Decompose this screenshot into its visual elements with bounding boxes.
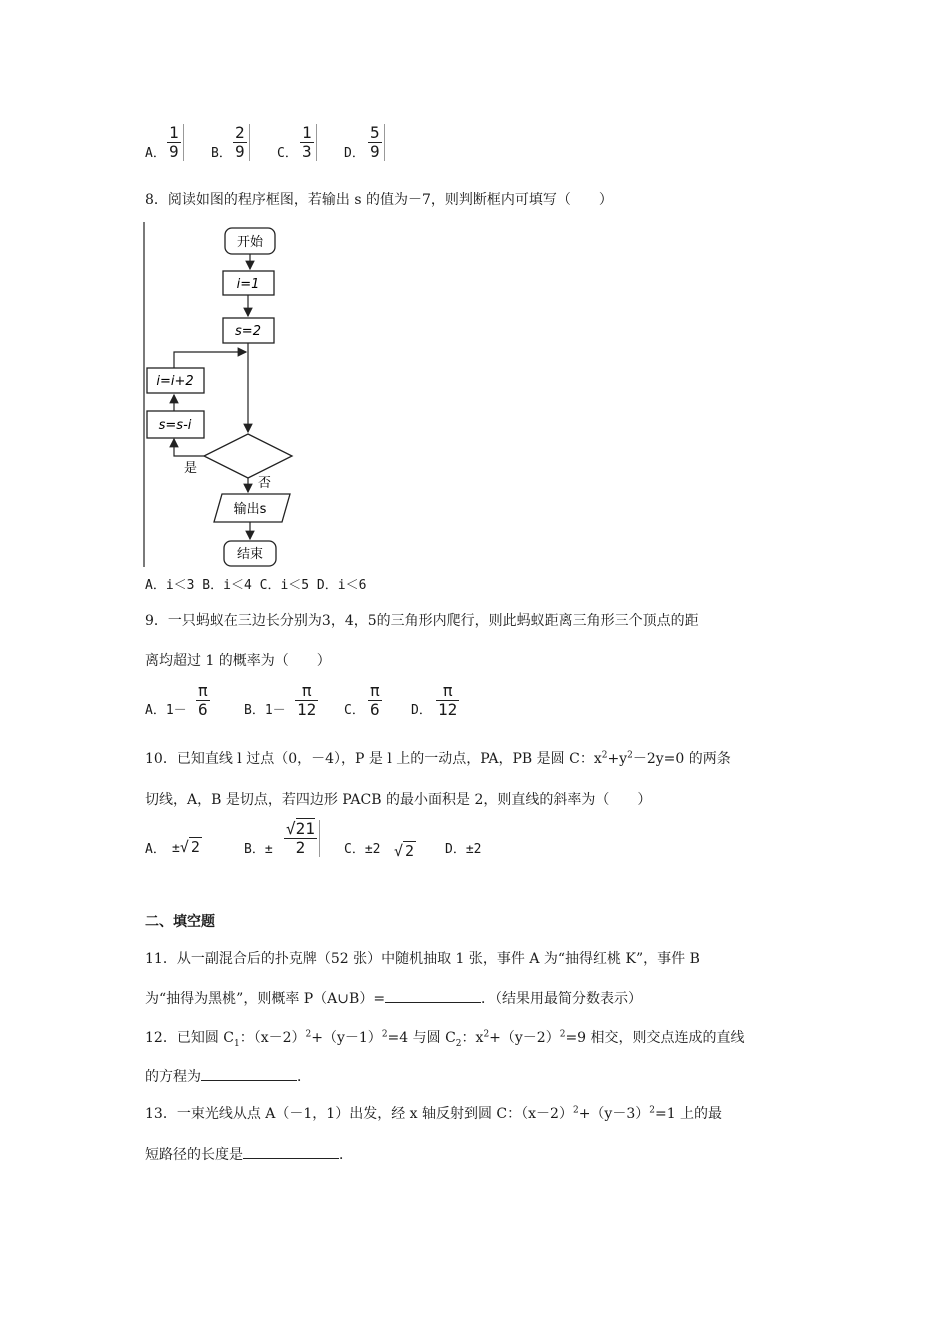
q13-part-b: +（y－3） [578, 1106, 650, 1122]
q12-part-g: =9 相交，则交点连成的直线 [565, 1030, 745, 1046]
q9-option-d-denominator: 12 [438, 700, 458, 719]
q12-sup-4: 2 [559, 1029, 566, 1040]
q10-option-a-pm: ± [172, 841, 180, 856]
q12-line-2-part-b: ． [297, 1069, 311, 1085]
q10-line-1-part-b: +y [607, 751, 628, 767]
q10-line-1-part-a: 10．已知直线 l 过点（0，－4），P 是 l 上的一动点，PA，PB 是圆 C：x [145, 751, 602, 767]
flow-init-i-label: i=1 [236, 277, 260, 292]
q12-line-2-part-a: 的方程为 [145, 1069, 201, 1085]
q10-sup-2: 2 [627, 750, 633, 761]
q7-option-b-fraction [233, 124, 247, 161]
q12-part-a: 12．已知圆 C [145, 1030, 234, 1046]
q7-option-b-denominator: 9 [235, 142, 245, 161]
q7-option-a-denominator: 9 [169, 142, 179, 161]
q13-line-2-part-b: ． [339, 1147, 353, 1163]
q8-options: A．i＜3 B．i＜4 C．i＜5 D．i＜6 [145, 578, 367, 593]
q9-option-a-label: A．1－ [145, 703, 187, 718]
q11-line-1: 11．从一副混合后的扑克牌（52 张）中随机抽取 1 张，事件 A 为“抽得红桃 K”，事件 B [145, 951, 700, 967]
q9-option-b-fraction [295, 682, 318, 719]
q9-option-b-label: B．1－ [244, 703, 286, 718]
flow-output-label: 输出s [233, 502, 267, 517]
q10-option-c-radicand: 2 [405, 842, 415, 860]
q10-line-2: 切线，A，B 是切点，若四边形 PACB 的最小面积是 2，则直线的斜率为（ ） [145, 792, 652, 808]
q9-line-1: 9．一只蚂蚁在三边长分别为3，4，5的三角形内爬行，则此蚂蚁距离三角形三个顶点的距 [145, 613, 699, 629]
q12-sub-2: 2 [455, 1038, 462, 1049]
q10-option-b-label: B．± [244, 842, 273, 857]
q9-option-c-fraction [368, 682, 382, 719]
q11-answer-blank[interactable] [385, 988, 481, 1003]
q12-sub-1: 1 [233, 1038, 240, 1049]
q8-question-text: 8．阅读如图的程序框图，若输出 s 的值为－7，则判断框内可填写（ ） [145, 192, 613, 208]
q9-option-c-numerator: π [370, 681, 380, 700]
q10-option-c-label: C．±2 [344, 842, 381, 857]
q12-sup-2: 2 [381, 1029, 388, 1040]
q13-line-1 [145, 1103, 722, 1123]
q13-part-a: 13．一束光线从点 A（－1，1）出发，经 x 轴反射到圆 C：（x－2） [145, 1106, 573, 1122]
q10-line-1 [145, 748, 731, 768]
q7-option-a-label: A． [145, 146, 166, 161]
q9-option-b-numerator: π [295, 682, 318, 701]
q10-line-1-part-c: －2y=0 的两条 [632, 751, 731, 767]
q12-part-f: +（y－2） [489, 1030, 560, 1046]
q9-option-d-fraction [436, 682, 459, 719]
q10-option-d-label: D．±2 [445, 842, 482, 857]
q10-option-a-sqrt: √ 2 [179, 838, 200, 856]
q12-part-b: ：（x－2） [239, 1030, 306, 1046]
q12-line-1 [145, 1027, 745, 1049]
q13-line-2 [145, 1144, 353, 1164]
flow-start-label: 开始 [236, 235, 264, 250]
q7-option-b-numerator: 2 [235, 123, 245, 142]
q9-option-c-denominator: 6 [370, 700, 380, 719]
q9-option-d-numerator: π [436, 682, 459, 701]
q10-option-a-value [172, 838, 202, 856]
flowchart [140, 222, 310, 570]
q7-option-d-fraction [368, 124, 382, 161]
q7-option-c-label: C． [277, 146, 298, 161]
flow-update-s-label: s=s-i [158, 418, 192, 433]
q12-sup-1: 2 [305, 1029, 312, 1040]
q10-option-c-sqrt: √ 2 [394, 842, 415, 860]
q9-option-a-fraction [196, 682, 210, 719]
section-title: 二、填空题 [145, 914, 215, 930]
q7-option-d-numerator: 5 [370, 123, 380, 142]
q13-sup-1: 2 [572, 1105, 579, 1116]
q9-option-a-denominator: 6 [198, 700, 208, 719]
flow-init-s-label: s=2 [235, 324, 261, 339]
q12-part-c: +（y－1） [311, 1030, 382, 1046]
q12-line-2 [145, 1066, 311, 1086]
q11-line-2-part-b: ．（结果用最简分数表示） [481, 991, 643, 1007]
q10-option-b-denominator: 2 [295, 838, 306, 857]
q10-option-b-numerator: √21 [286, 819, 315, 838]
q7-option-c-numerator: 1 [302, 123, 312, 142]
q10-sup-1: 2 [601, 750, 608, 761]
flow-end-label: 结束 [236, 547, 264, 562]
q7-option-d-denominator: 9 [370, 142, 380, 161]
q11-line-2 [145, 988, 642, 1008]
q7-option-c-denominator: 3 [302, 142, 312, 161]
q10-option-a-label: A． [145, 842, 166, 857]
flow-decision-diamond [204, 434, 292, 478]
q10-option-b-fraction [284, 820, 317, 857]
flow-no-label: 否 [258, 476, 272, 491]
q10-option-a-radicand: 2 [190, 838, 200, 856]
q12-sup-3: 2 [483, 1029, 490, 1040]
q10-option-b-radicand: 21 [295, 819, 315, 838]
flow-update-i-label: i=i+2 [156, 374, 194, 389]
q12-part-d: =4 与圆 C [387, 1030, 456, 1046]
q12-answer-blank[interactable] [201, 1066, 297, 1081]
q13-answer-blank[interactable] [243, 1144, 339, 1159]
q13-part-c: =1 上的最 [654, 1106, 723, 1122]
q9-option-a-numerator: π [198, 681, 208, 700]
flow-yes-label: 是 [184, 461, 198, 476]
q13-line-2-part-a: 短路径的长度是 [145, 1147, 243, 1163]
q7-option-a-fraction [167, 124, 181, 161]
q9-line-2: 离均超过 1 的概率为（ ） [145, 653, 331, 669]
q7-option-a-numerator: 1 [169, 123, 179, 142]
q7-option-b-label: B． [211, 146, 232, 161]
q12-part-e: ：x [461, 1030, 484, 1046]
q9-option-c-label: C． [344, 703, 365, 718]
q9-option-d-label: D． [411, 703, 432, 718]
q9-option-b-denominator: 12 [297, 700, 317, 719]
q11-line-2-part-a: 为“抽得为黑桃”，则概率 P（A∪B）= [145, 991, 386, 1007]
q13-sup-2: 2 [649, 1105, 655, 1116]
q7-option-d-label: D． [344, 146, 365, 161]
q7-option-c-fraction [300, 124, 314, 161]
